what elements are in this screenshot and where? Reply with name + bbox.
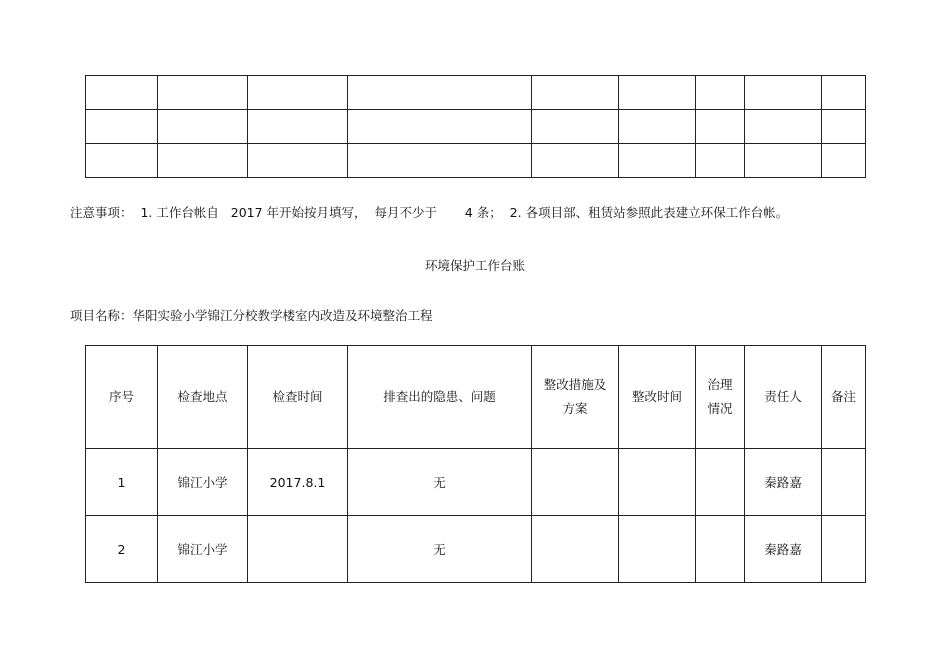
project-name-line xyxy=(70,306,433,324)
cell-remark xyxy=(822,516,866,583)
header-govern-line1: 治理 xyxy=(707,377,733,393)
cell-person: 秦路嘉 xyxy=(745,449,822,516)
empty-table-row xyxy=(86,76,866,110)
notes-text: 注意事项： 1. 工作台帐自 2017 年开始按月填写， 每月不少于 4 条； 2. 各项目部、租赁站参照此表建立环保工作台帐。 xyxy=(70,205,789,220)
document-title: 环境保护工作台账 xyxy=(424,258,525,273)
cell-seq: 2 xyxy=(86,516,158,583)
cell-measure xyxy=(532,516,619,583)
header-remark: 备注 xyxy=(822,346,866,449)
cell-hazard: 无 xyxy=(348,516,532,583)
cell-time xyxy=(248,516,348,583)
inspection-ledger-table xyxy=(85,345,866,583)
header-location: 检查地点 xyxy=(158,346,248,449)
project-label: 项目名称： xyxy=(70,308,133,323)
cell-person: 秦路嘉 xyxy=(745,516,822,583)
cell-fix-time xyxy=(619,516,696,583)
header-govern-line2: 情况 xyxy=(707,401,733,416)
cell-time: 2017.8.1 xyxy=(248,449,348,516)
cell-location: 锦江小学 xyxy=(158,449,248,516)
header-measure-line2: 方案 xyxy=(562,401,588,416)
previous-page-table xyxy=(85,75,866,178)
header-time: 检查时间 xyxy=(248,346,348,449)
header-fix-time: 整改时间 xyxy=(619,346,696,449)
header-measure-line1: 整改措施及 xyxy=(543,377,607,393)
header-measure xyxy=(532,346,619,449)
cell-measure xyxy=(532,449,619,516)
table-header-row xyxy=(86,346,866,449)
cell-fix-time xyxy=(619,449,696,516)
table-row xyxy=(86,516,866,583)
header-govern xyxy=(696,346,745,449)
empty-table-row xyxy=(86,144,866,178)
header-person: 责任人 xyxy=(745,346,822,449)
empty-table-row xyxy=(86,110,866,144)
cell-remark xyxy=(822,449,866,516)
cell-seq: 1 xyxy=(86,449,158,516)
header-hazard: 排查出的隐患、问题 xyxy=(348,346,532,449)
cell-govern xyxy=(696,516,745,583)
cell-hazard: 无 xyxy=(348,449,532,516)
cell-govern xyxy=(696,449,745,516)
project-name: 华阳实验小学锦江分校教学楼室内改造及环境整治工程 xyxy=(132,308,433,323)
cell-location: 锦江小学 xyxy=(158,516,248,583)
table-row xyxy=(86,449,866,516)
header-seq: 序号 xyxy=(86,346,158,449)
